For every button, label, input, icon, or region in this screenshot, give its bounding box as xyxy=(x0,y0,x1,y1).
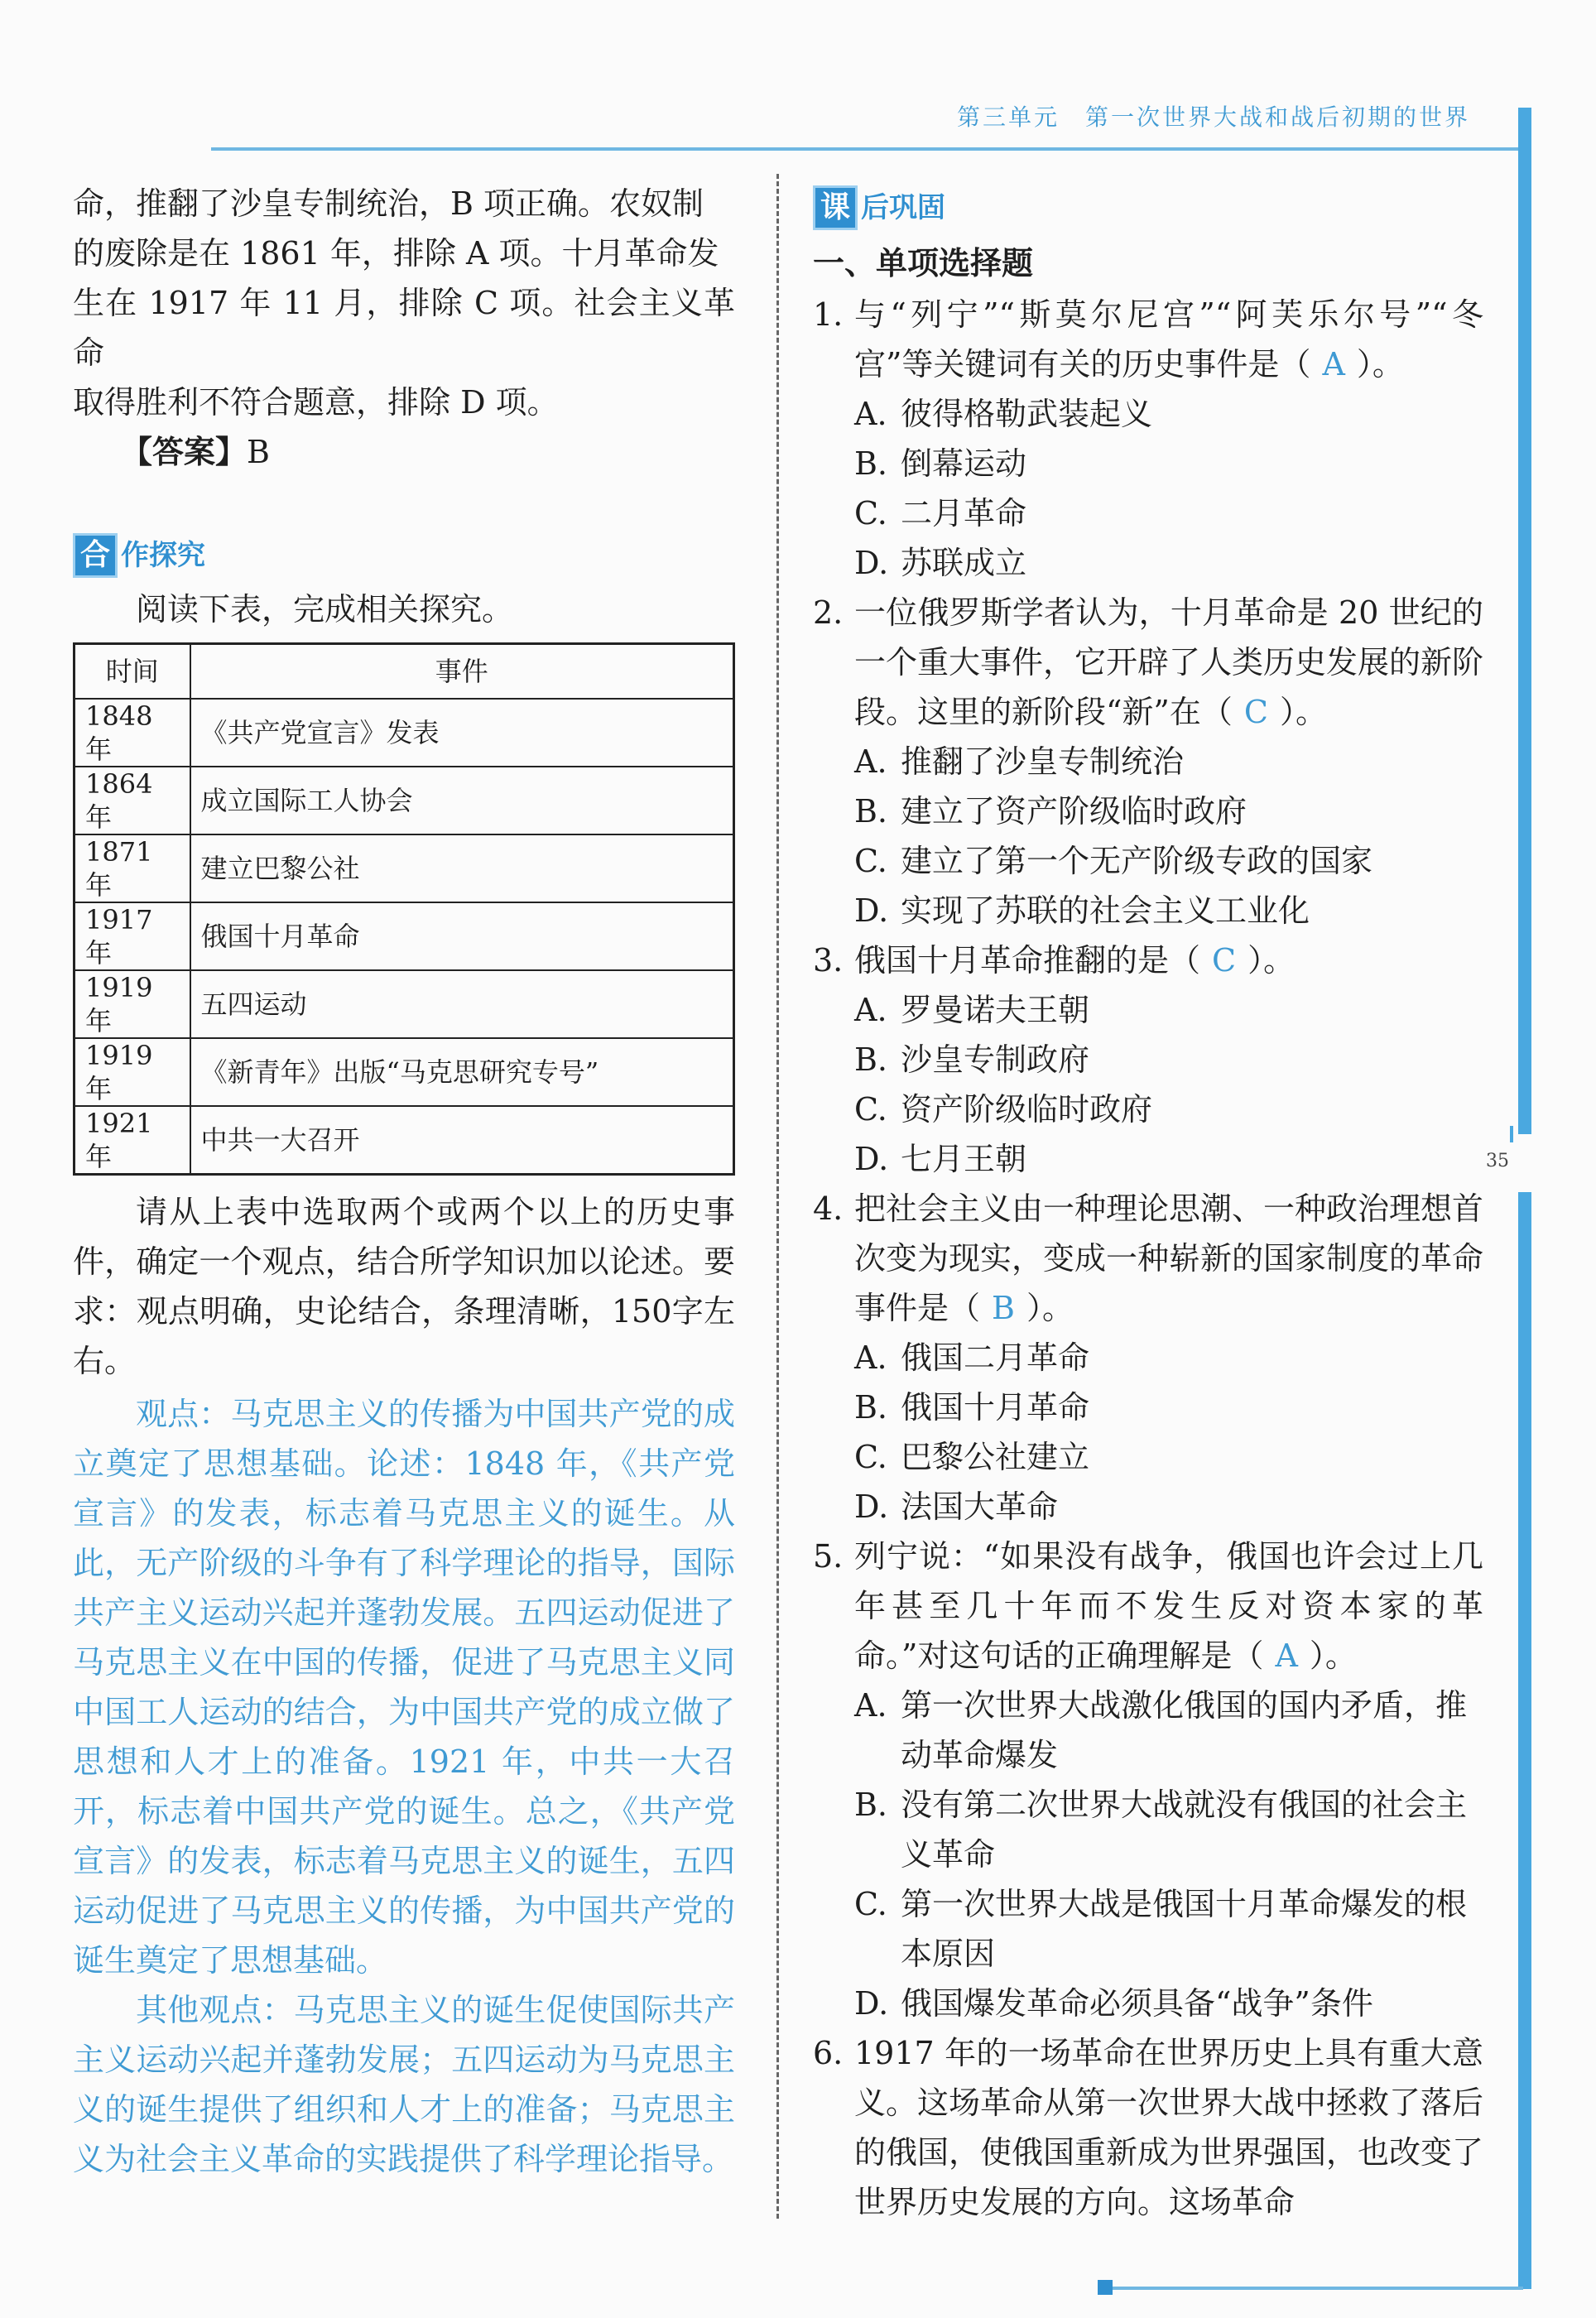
right-column xyxy=(813,179,1483,2227)
option-text: 七月王朝 xyxy=(901,1141,1027,1177)
option-label: D. xyxy=(854,545,889,581)
option-text: 巴黎公社建立 xyxy=(901,1439,1090,1475)
answer-line xyxy=(73,427,735,477)
option-label: C. xyxy=(854,1886,887,1922)
header-title: 第三单元 第一次世界大战和战后初期的世界 xyxy=(956,103,1470,131)
table-row xyxy=(75,834,734,902)
page-number: 35 xyxy=(1486,1151,1509,1171)
question-stem: 把社会主义由一种理论思潮、一种政治理想首次变为现实，变成一种崭新的国家制度的革命事件是（ xyxy=(854,1190,1484,1326)
table-row xyxy=(75,970,734,1038)
events-table xyxy=(73,642,735,1176)
option-a xyxy=(813,1333,1483,1383)
question-number: 2. xyxy=(813,594,844,631)
option-text: 第一次世界大战是俄国十月革命爆发的根本原因 xyxy=(901,1886,1468,1972)
option-label: A. xyxy=(854,743,887,780)
option-a xyxy=(813,985,1483,1035)
question-text: 1917 年的一场革命在世界历史上具有重大意义。这场革命从第一次世界大战中拯救了落后的俄国，使俄国重新成为世界强国，也改变了世界历史发展的方向。这场革命 xyxy=(854,2035,1484,2220)
option-a xyxy=(813,1681,1483,1780)
option-text: 苏联成立 xyxy=(901,545,1027,581)
question-number: 3. xyxy=(813,942,844,979)
question-1 xyxy=(813,290,1483,389)
option-label: B. xyxy=(854,1041,888,1078)
option-label: A. xyxy=(854,992,887,1028)
question-answer: A xyxy=(1275,1638,1298,1674)
section-heading-cooperation xyxy=(73,527,735,584)
option-label: C. xyxy=(854,1439,887,1475)
table-cell-event: 《新青年》出版“马克思研究专号” xyxy=(190,1038,734,1106)
option-c xyxy=(813,488,1483,538)
option-d xyxy=(813,1482,1483,1532)
table-row xyxy=(75,767,734,834)
question-5 xyxy=(813,1532,1483,1681)
option-text: 法国大革命 xyxy=(901,1488,1059,1525)
column-divider xyxy=(776,174,779,2219)
question-stem-end: ）。 xyxy=(1309,1638,1357,1674)
option-text: 俄国爆发革命必须具备“战争”条件 xyxy=(901,1985,1373,2022)
model-answer-para-2: 其他观点：马克思主义的诞生促使国际共产主义运动兴起并蓬勃发展；五四运动为马克思主义的诞生提供了组织和人才上的准备；马克思主义为社会主义革命的实践提供了科学理论指导。 xyxy=(73,1991,735,2177)
table-cell-year: 1919 年 xyxy=(75,970,190,1038)
intro-line: 命，推翻了沙皇专制统治，B 项正确。农奴制 xyxy=(73,185,704,222)
option-label: C. xyxy=(854,843,887,879)
margin-bar-upper xyxy=(1518,108,1531,1134)
option-text: 二月革命 xyxy=(901,495,1027,531)
answer-label: 【答案】 xyxy=(121,433,248,470)
table-row xyxy=(75,1038,734,1106)
table-cell-year: 1871 年 xyxy=(75,834,190,902)
option-c xyxy=(813,836,1483,886)
question-answer: C xyxy=(1212,942,1237,979)
table-cell-year: 1848 年 xyxy=(75,699,190,767)
table-cell-year: 1917 年 xyxy=(75,902,190,970)
option-text: 倒幕运动 xyxy=(901,445,1027,482)
model-answer-para-1: 观点：马克思主义的传播为中国共产党的成立奠定了思想基础。论述：1848 年，《共产党宣言》的发表，标志着马克思主义的诞生。从此，无产阶级的斗争有了科学理论的指导，国际共产主义运动兴起并蓬勃发展。五四运动促进了马克思主义在中国的传播，促进了马克思主义同中国工人运动的结合，为中国共产党的成立做了思想和人才上的准备。1921 年，中共一大召开，标志着中国共产党的诞生。总之，《共产党宣言》的发表，标志着马克思主义的诞生，五四运动促进了马克思主义的传播，为中国共产党的诞生奠定了思想基础。 xyxy=(73,1395,735,1979)
intro-line: 的废除是在 1861 年，排除 A 项。十月革命发 xyxy=(73,235,719,272)
section-title: 后巩固 xyxy=(861,191,945,224)
question-stem-end: ）。 xyxy=(1026,1290,1074,1326)
option-c xyxy=(813,1084,1483,1134)
question-3 xyxy=(813,935,1483,985)
table-header-time: 时间 xyxy=(75,644,190,699)
footer-square-icon xyxy=(1098,2280,1113,2295)
table-cell-event: 建立巴黎公社 xyxy=(190,834,734,902)
answer-value: B xyxy=(247,434,270,470)
option-text: 第一次世界大战激化俄国的国内矛盾，推动革命爆发 xyxy=(901,1687,1468,1773)
table-header-event: 事件 xyxy=(190,644,734,699)
section-badge: 合 xyxy=(73,533,118,578)
option-a xyxy=(813,737,1483,786)
question-answer: A xyxy=(1322,346,1345,382)
question-number: 4. xyxy=(813,1190,844,1227)
table-header-row xyxy=(75,644,734,699)
option-label: D. xyxy=(854,1141,889,1177)
option-text: 建立了资产阶级临时政府 xyxy=(901,793,1247,830)
question-2 xyxy=(813,588,1483,737)
option-text: 资产阶级临时政府 xyxy=(901,1091,1153,1128)
option-label: C. xyxy=(854,1091,887,1128)
question-text xyxy=(854,1184,1483,1333)
table-cell-event: 俄国十月革命 xyxy=(190,902,734,970)
option-text: 俄国十月革命 xyxy=(901,1389,1090,1426)
question-number: 5. xyxy=(813,1538,844,1575)
table-cell-event: 五四运动 xyxy=(190,970,734,1038)
question-stem-end: ）。 xyxy=(1356,346,1404,382)
option-b xyxy=(813,786,1483,836)
table-cell-year: 1864 年 xyxy=(75,767,190,834)
question-number: 6. xyxy=(813,2035,844,2071)
task-text: 请从上表中选取两个或两个以上的历史事件，确定一个观点，结合所学知识加以论述。要求：观点明确，史论结合，条理清晰，150字左右。 xyxy=(73,1193,735,1379)
option-d xyxy=(813,538,1483,588)
option-b xyxy=(813,1780,1483,1879)
question-number: 1. xyxy=(813,296,844,333)
question-text xyxy=(854,1532,1483,1681)
question-stem-end: ）。 xyxy=(1279,694,1327,730)
option-text: 罗曼诺夫王朝 xyxy=(901,992,1090,1028)
table-cell-event: 《共产党宣言》发表 xyxy=(190,699,734,767)
option-label: D. xyxy=(854,892,889,929)
option-text: 没有第二次世界大战就没有俄国的社会主义革命 xyxy=(901,1787,1468,1873)
table-row xyxy=(75,699,734,767)
question-text xyxy=(854,290,1483,389)
question-6 xyxy=(813,2028,1483,2227)
table-cell-year: 1919 年 xyxy=(75,1038,190,1106)
section-badge: 课 xyxy=(813,185,858,230)
margin-bar-lower xyxy=(1518,1192,1531,2289)
question-text xyxy=(854,588,1483,737)
option-d xyxy=(813,1134,1483,1184)
intro-line: 生在 1917 年 11 月，排除 C 项。社会主义革命 xyxy=(73,285,735,371)
table-cell-year: 1921 年 xyxy=(75,1106,190,1175)
option-label: B. xyxy=(854,1389,888,1426)
question-stem: 列宁说：“如果没有战争，俄国也许会过上几年甚至几十年而不发生反对资本家的革命。”对这句话的正确理解是（ xyxy=(854,1538,1483,1674)
option-label: B. xyxy=(854,445,888,482)
section-heading-review xyxy=(813,179,1483,237)
option-text: 沙皇专制政府 xyxy=(901,1041,1090,1078)
table-row xyxy=(75,1106,734,1175)
option-label: D. xyxy=(854,1488,889,1525)
option-b xyxy=(813,1035,1483,1084)
question-stem: 一位俄罗斯学者认为，十月革命是 20 世纪的一个重大事件，它开辟了人类历史发展的新阶段。这里的新阶段“新”在（ xyxy=(854,594,1484,730)
margin-bar-tick xyxy=(1510,1126,1513,1142)
option-text: 实现了苏联的社会主义工业化 xyxy=(901,892,1310,929)
part-title: 一、单项选择题 xyxy=(813,245,1034,281)
option-d xyxy=(813,886,1483,935)
option-label: B. xyxy=(854,1787,888,1823)
table-cell-event: 中共一大召开 xyxy=(190,1106,734,1175)
option-text: 推翻了沙皇专制统治 xyxy=(901,743,1185,780)
option-text: 俄国二月革命 xyxy=(901,1339,1090,1376)
option-label: D. xyxy=(854,1985,889,2022)
header-rule xyxy=(211,147,1519,151)
option-b xyxy=(813,1383,1483,1432)
question-stem: 俄国十月革命推翻的是（ xyxy=(854,942,1201,979)
option-d xyxy=(813,1979,1483,2028)
question-4 xyxy=(813,1184,1483,1333)
instruction: 阅读下表，完成相关探究。 xyxy=(136,591,514,628)
question-answer: B xyxy=(992,1290,1015,1326)
option-label: C. xyxy=(854,495,887,531)
question-answer: C xyxy=(1243,694,1268,730)
option-label: A. xyxy=(854,396,887,432)
option-label: A. xyxy=(854,1687,887,1724)
section-title: 作探究 xyxy=(121,539,205,572)
option-text: 建立了第一个无产阶级专政的国家 xyxy=(901,843,1373,879)
question-text xyxy=(854,935,1483,985)
question-stem: 与“列宁”“斯莫尔尼宫”“阿芙乐尔号”“冬宫”等关键词有关的历史事件是（ xyxy=(854,296,1483,382)
option-label: A. xyxy=(854,1339,887,1376)
option-text: 彼得格勒武装起义 xyxy=(901,396,1153,432)
intro-line: 取得胜利不符合题意，排除 D 项。 xyxy=(73,384,559,421)
table-cell-event: 成立国际工人协会 xyxy=(190,767,734,834)
option-a xyxy=(813,389,1483,439)
footer-rule xyxy=(1109,2287,1523,2290)
option-c xyxy=(813,1879,1483,1979)
option-label: B. xyxy=(854,793,888,830)
left-column xyxy=(73,179,735,2184)
option-b xyxy=(813,439,1483,488)
table-row xyxy=(75,902,734,970)
question-stem-end: ）。 xyxy=(1247,942,1296,979)
option-c xyxy=(813,1432,1483,1482)
